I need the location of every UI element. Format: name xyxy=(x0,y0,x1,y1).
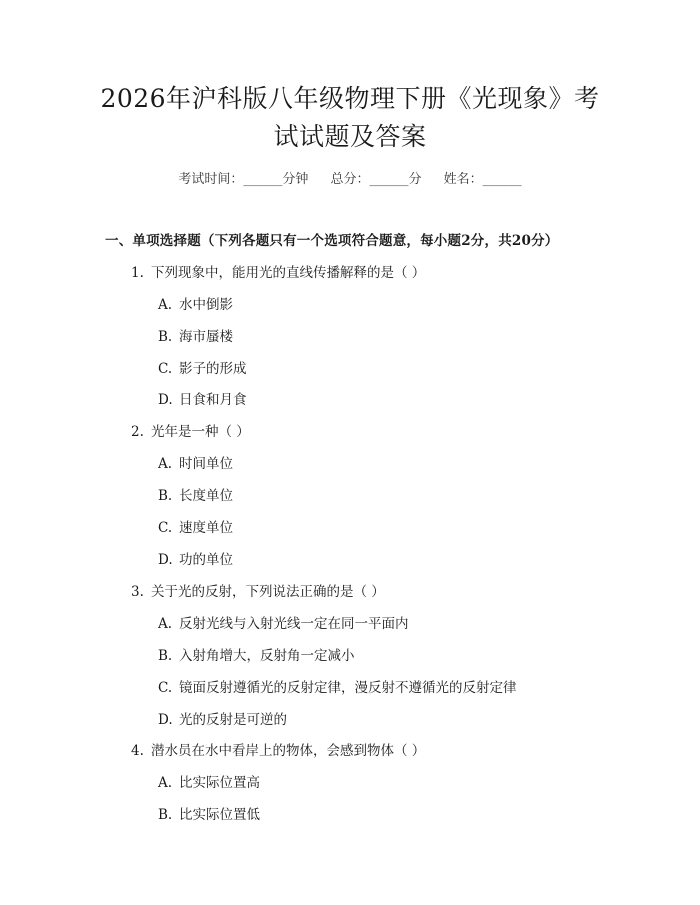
exam-meta xyxy=(0,168,700,187)
question-number: 3. xyxy=(131,584,144,600)
option xyxy=(158,357,247,377)
option-letter: A. xyxy=(158,456,173,472)
option xyxy=(158,293,233,313)
option-letter: B. xyxy=(158,329,173,345)
option-text: 海市蜃楼 xyxy=(179,329,233,345)
question-number: 2. xyxy=(131,424,144,440)
option xyxy=(158,548,233,568)
option-text: 水中倒影 xyxy=(179,297,233,313)
document-title: 2026年沪科版八年级物理下册《光现象》考试试题及答案 xyxy=(100,84,600,151)
option-letter: C. xyxy=(158,680,173,696)
question-3 xyxy=(131,580,385,600)
option-letter: B. xyxy=(158,488,173,504)
option-letter: A. xyxy=(158,297,173,313)
option-text: 长度单位 xyxy=(179,488,233,504)
question-text: 关于光的反射，下列说法正确的是（ ） xyxy=(151,584,385,600)
option xyxy=(158,644,355,664)
option xyxy=(158,325,233,345)
question-4 xyxy=(131,739,425,759)
question-text: 光年是一种（ ） xyxy=(151,424,250,440)
student-name: 姓名：______ xyxy=(443,172,522,187)
option-text: 速度单位 xyxy=(179,520,233,536)
option-text: 入射角增大，反射角一定减小 xyxy=(179,648,355,664)
question-number: 4. xyxy=(131,743,144,759)
option-text: 比实际位置低 xyxy=(179,807,260,823)
question-2 xyxy=(131,420,250,440)
option xyxy=(158,612,409,632)
option xyxy=(158,708,287,728)
option-letter: D. xyxy=(158,392,173,408)
option-letter: C. xyxy=(158,361,173,377)
option xyxy=(158,516,233,536)
option-text: 比实际位置高 xyxy=(179,775,260,791)
option-letter: A. xyxy=(158,616,173,632)
option xyxy=(158,771,260,791)
option-letter: D. xyxy=(158,552,173,568)
section-title: 一、单项选择题（下列各题只有一个选项符合题意，每小题2分，共20分） xyxy=(105,233,559,249)
option-text: 日食和月食 xyxy=(179,392,247,408)
question-1 xyxy=(131,261,425,281)
option xyxy=(158,452,233,472)
option-letter: B. xyxy=(158,807,173,823)
option-text: 时间单位 xyxy=(179,456,233,472)
question-text: 潜水员在水中看岸上的物体，会感到物体（ ） xyxy=(151,743,426,759)
option-text: 功的单位 xyxy=(179,552,233,568)
option-letter: D. xyxy=(158,712,173,728)
option-text: 反射光线与入射光线一定在同一平面内 xyxy=(179,616,409,632)
option-letter: C. xyxy=(158,520,173,536)
option xyxy=(158,676,517,696)
option xyxy=(158,388,247,408)
option-text: 光的反射是可逆的 xyxy=(179,712,287,728)
exam-time: 考试时间：______分钟 xyxy=(178,172,309,187)
question-number: 1. xyxy=(131,265,144,281)
option-text: 影子的形成 xyxy=(179,361,247,377)
option-text: 镜面反射遵循光的反射定律，漫反射不遵循光的反射定律 xyxy=(179,680,517,696)
exam-total-score: 总分：______分 xyxy=(330,172,422,187)
option xyxy=(158,803,260,823)
option-letter: B. xyxy=(158,648,173,664)
question-text: 下列现象中，能用光的直线传播解释的是（ ） xyxy=(151,265,426,281)
option xyxy=(158,484,233,504)
option-letter: A. xyxy=(158,775,173,791)
